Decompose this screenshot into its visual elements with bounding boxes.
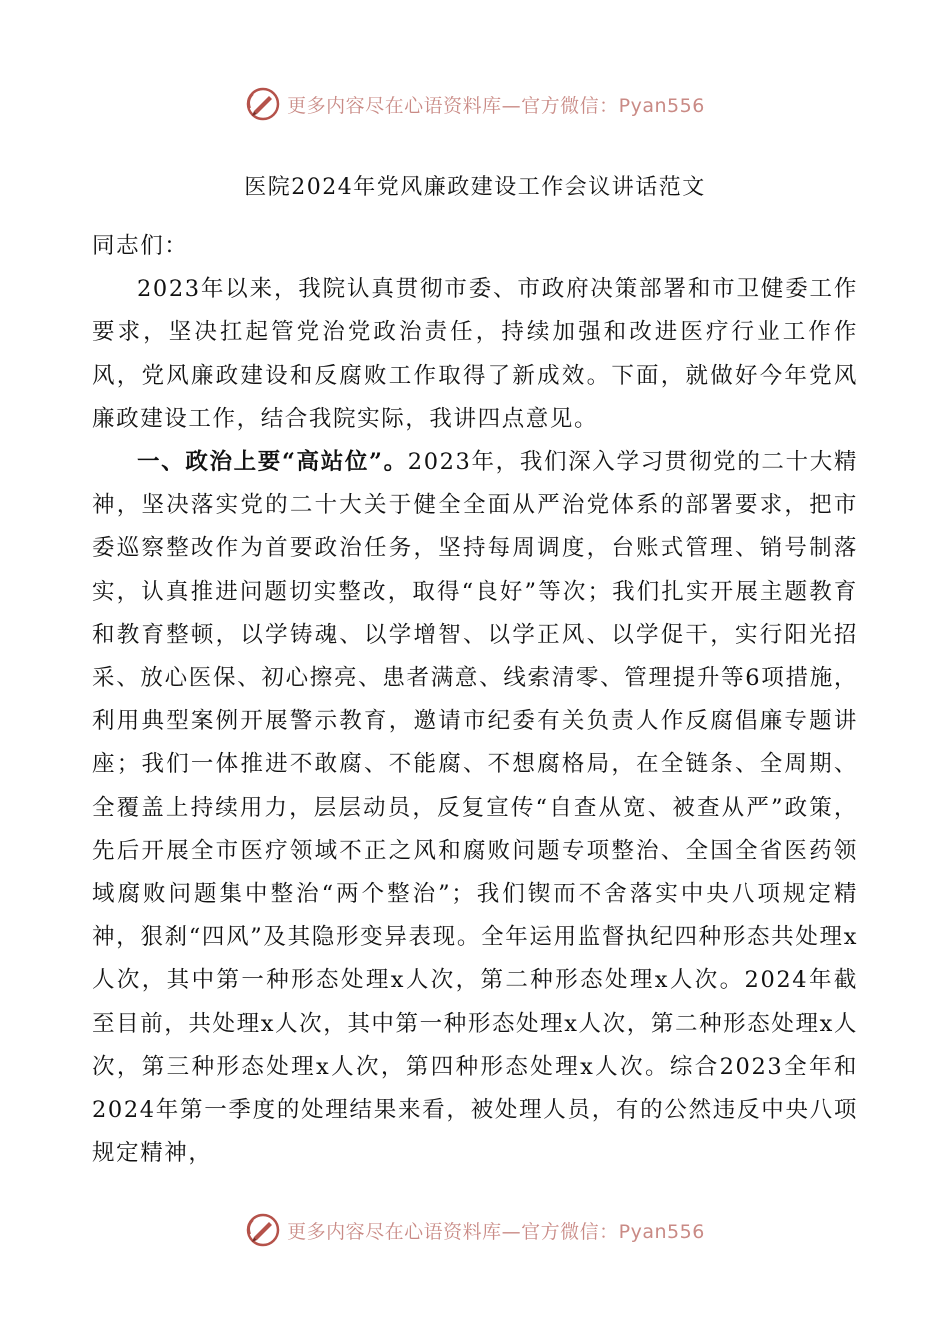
- footer-banner-text: 更多内容尽在心语资料库—官方微信：Pyan556: [287, 1220, 705, 1243]
- salutation: 同志们：: [92, 233, 189, 259]
- pen-circle-logo-icon: [245, 1212, 281, 1248]
- pen-circle-logo-icon: [245, 86, 281, 122]
- document-title: 医院2024年党风廉政建设工作会议讲话范文: [244, 175, 706, 200]
- section-heading: 一、政治上要“高站位”。: [137, 449, 408, 476]
- paragraph-text: 2023年以来，我院认真贯彻市委、市政府决策部署和市卫健委工作要求，坚决扛起管党治党政治责任，持续加强和改进医疗行业工作作风，党风廉政建设和反腐败工作取得了新成效。下面，就做好今年党风廉政建设工作，结合我院实际，我讲四点意见。: [92, 276, 858, 432]
- paragraph-intro: [92, 268, 858, 441]
- header-banner-text: 更多内容尽在心语资料库—官方微信：Pyan556: [287, 94, 705, 117]
- footer-banner: [0, 1208, 950, 1252]
- document-body: [92, 225, 858, 1175]
- paragraph-section-1: [92, 441, 858, 1175]
- paragraph-text: 2023年，我们深入学习贯彻党的二十大精神，坚决落实党的二十大关于健全全面从严治党体系的部署要求，把市委巡察整改作为首要政治任务，坚持每周调度，台账式管理、销号制落实，认真推进问题切实整改，取得“良好”等次；我们扎实开展主题教育和教育整顿，以学铸魂、以学增智、以学正风、以学促干，实行阳光招采、放心医保、初心擦亮、患者满意、线索清零、管理提升等6项措施，利用典型案例开展警示教育，邀请市纪委有关负责人作反腐倡廉专题讲座；我们一体推进不敢腐、不能腐、不想腐格局，在全链条、全周期、全覆盖上持续用力，层层动员，反复宣传“自查从宽、被查从严”政策，先后开展全市医疗领域不正之风和腐败问题专项整治、全国全省医药领域腐败问题集中整治“两个整治”；我们锲而不舍落实中央八项规定精神，狠刹“四风”及其隐形变异表现。全年运用监督执纪四种形态共处理x人次，其中第一种形态处理x人次，第二种形态处理x人次。2024年截至目前，共处理x人次，其中第一种形态处理x人次，第二种形态处理x人次，第三种形态处理x人次，第四种形态处理x人次。综合2023全年和2024年第一季度的处理结果来看，被处理人员，有的公然违反中央八项规定精神，: [92, 449, 858, 1167]
- header-banner: [0, 82, 950, 126]
